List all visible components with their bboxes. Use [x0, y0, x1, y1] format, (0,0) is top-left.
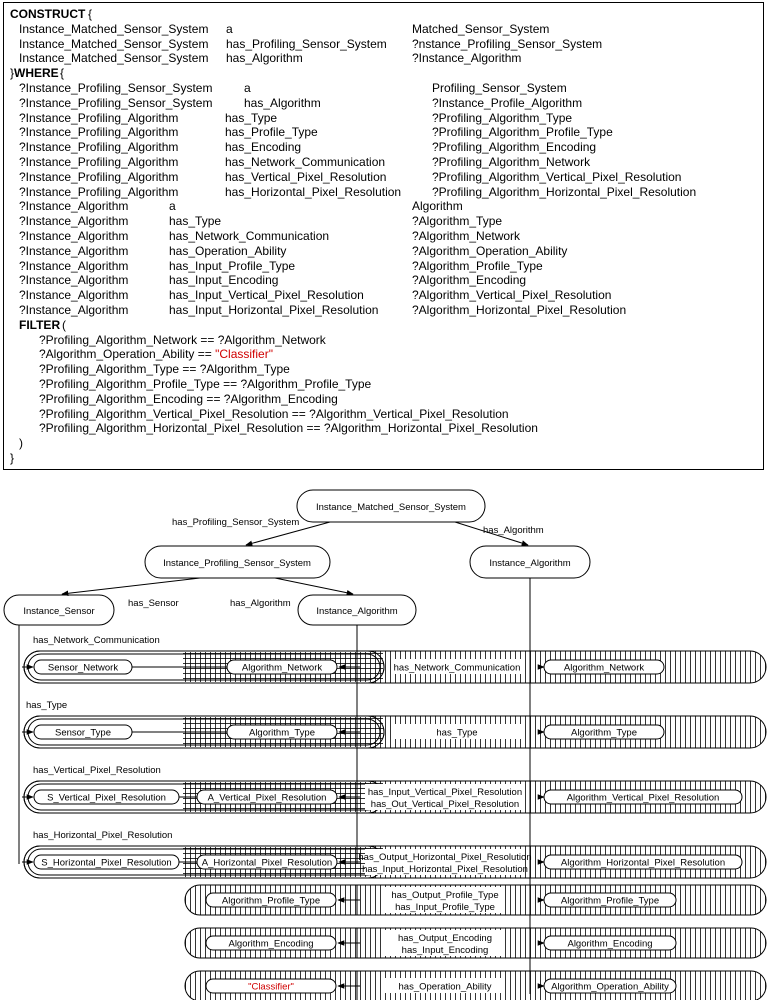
keyword-filter: FILTER — [19, 317, 61, 332]
where-triple — [4, 303, 765, 318]
triple-object: ?Profiling_Algorithm_Vertical_Pixel_Resolution — [432, 169, 682, 184]
triple-object: Matched_Sensor_System — [412, 21, 550, 36]
triple-subject: ?Instance_Algorithm — [19, 288, 129, 303]
triple-predicate: has_Profile_Type — [225, 125, 318, 140]
triple-object: ?Instance_Profile_Algorithm — [432, 95, 583, 110]
triple-subject: Instance_Matched_Sensor_System — [19, 51, 209, 66]
filter-condition — [4, 333, 765, 348]
edge-label: has_Output_Profile_Type — [391, 890, 499, 901]
edge-label: has_Operation_Ability — [398, 981, 492, 993]
sparql-query-panel — [3, 2, 764, 470]
triple-predicate: has_Input_Horizontal_Pixel_Resolution — [169, 303, 379, 317]
triple-predicate: has_Vertical_Pixel_Resolution — [225, 169, 387, 184]
filter-classifier-literal: "Classifier" — [215, 347, 273, 362]
where-triple — [4, 111, 765, 126]
group-label: has_Type — [26, 700, 68, 711]
right-value-label: Algorithm_Horizontal_Pixel_Resolution — [560, 857, 726, 869]
right-value-label: Algorithm_Network — [563, 662, 645, 674]
triple-subject: ?Instance_Algorithm — [19, 258, 129, 273]
triple-predicate: has_Input_Encoding — [169, 273, 279, 288]
filter-expression: ?Profiling_Algorithm_Horizontal_Pixel_Resolution == ?Algorithm_Horizontal_Pixel_Resolution — [39, 421, 538, 436]
triple-object: ?Profiling_Algorithm_Encoding — [432, 140, 597, 155]
triple-subject: ?Instance_Algorithm — [19, 243, 129, 258]
edge-label-has-algorithm-top: has_Algorithm — [483, 525, 544, 536]
triple-subject: ?Instance_Algorithm — [19, 199, 129, 214]
node-algorithm-left-label: Instance_Algorithm — [316, 606, 398, 617]
triple-subject: ?Instance_Profiling_Sensor_System — [19, 95, 213, 110]
keyword-where: WHERE — [14, 66, 59, 81]
paren-close: ) — [19, 436, 23, 451]
triple-subject: ?Instance_Algorithm — [19, 273, 129, 288]
query-footer — [4, 451, 765, 466]
triple-predicate: a — [169, 199, 176, 214]
triple-predicate: has_Input_Profile_Type — [169, 258, 296, 273]
triple-object: ?Algorithm_Type — [412, 214, 503, 229]
triple-subject: ?Instance_Profiling_Algorithm — [19, 155, 179, 169]
filter-condition — [4, 392, 765, 407]
edge-label: has_Out_Vertical_Pixel_Resolution — [370, 799, 520, 810]
group-label: has_Horizontal_Pixel_Resolution — [33, 830, 173, 841]
filter-condition — [4, 421, 765, 436]
triple-subject: ?Instance_Profiling_Algorithm — [19, 125, 179, 140]
where-triple — [4, 155, 765, 170]
algorithm-value-label: Algorithm_Profile_Type — [221, 895, 321, 907]
construct-triple — [4, 37, 765, 52]
triple-object: ?Instance_Algorithm — [412, 51, 522, 66]
where-triple — [4, 273, 765, 288]
triple-object: ?Algorithm_Operation_Ability — [412, 243, 568, 258]
triple-subject: ?Instance_Algorithm — [19, 214, 129, 229]
edge-label: has_Type — [436, 727, 478, 739]
paren-open: ( — [62, 317, 66, 332]
filter-condition — [4, 347, 765, 362]
triple-object: ?Algorithm_Profile_Type — [412, 258, 543, 273]
triple-object: ?Profiling_Algorithm_Profile_Type — [432, 125, 613, 140]
filter-expression: ?Profiling_Algorithm_Network == ?Algorithm_Network — [39, 332, 326, 347]
algorithm-value-label: A_Horizontal_Pixel_Resolution — [201, 857, 333, 869]
filter-condition — [4, 362, 765, 377]
triple-predicate: has_Network_Communication — [225, 155, 386, 169]
filter-condition — [4, 377, 765, 392]
node-algorithm-right-label: Instance_Algorithm — [489, 558, 571, 569]
triple-object: ?Profiling_Algorithm_Network — [432, 155, 591, 169]
sensor-value-label: Sensor_Network — [47, 662, 119, 674]
triple-predicate: has_Type — [169, 214, 222, 229]
triple-object: ?Profiling_Algorithm_Type — [432, 110, 573, 125]
edge-label: has_Output_Horizontal_Pixel_Resolution — [358, 852, 532, 863]
filter-expression: ?Profiling_Algorithm_Vertical_Pixel_Resolution == ?Algorithm_Vertical_Pixel_Resolution — [39, 406, 509, 421]
where-triple — [4, 259, 765, 274]
sensor-value-label: S_Vertical_Pixel_Resolution — [47, 792, 166, 804]
triple-object: ?Algorithm_Horizontal_Pixel_Resolution — [412, 303, 627, 317]
triple-object: ?Algorithm_Network — [412, 229, 521, 243]
where-triple — [4, 185, 765, 200]
triple-subject: ?Instance_Profiling_Sensor_System — [19, 81, 213, 95]
right-value-label: Algorithm_Encoding — [567, 938, 653, 950]
where-triple — [4, 81, 765, 96]
filter-expression: ?Algorithm_Operation_Ability == — [39, 347, 216, 362]
node-profiling-sensor-system-label: Instance_Profiling_Sensor_System — [163, 558, 311, 569]
triple-predicate: has_Type — [225, 110, 278, 125]
sensor-value-label: S_Horizontal_Pixel_Resolution — [41, 857, 172, 869]
construct-triple — [4, 51, 765, 66]
triple-predicate: a — [244, 81, 251, 95]
triple-object: Algorithm — [412, 199, 463, 214]
where-triple — [4, 214, 765, 229]
right-value-label: Algorithm_Profile_Type — [560, 895, 660, 907]
brace-close: } — [10, 66, 15, 81]
filter-classifier-wrapper — [39, 347, 273, 362]
algorithm-value-label: Algorithm_Type — [248, 727, 316, 739]
brace-open: { — [88, 7, 93, 21]
triple-predicate: has_Horizontal_Pixel_Resolution — [225, 184, 402, 199]
triple-subject: ?Instance_Profiling_Algorithm — [19, 169, 179, 184]
edge-has-sensor — [62, 578, 200, 594]
algorithm-value-label: A_Vertical_Pixel_Resolution — [207, 792, 327, 804]
node-matched-sensor-system-label: Instance_Matched_Sensor_System — [316, 502, 466, 513]
triple-predicate: has_Network_Communication — [169, 229, 330, 243]
triple-subject: Instance_Matched_Sensor_System — [19, 36, 209, 51]
triple-predicate: has_Algorithm — [244, 95, 321, 110]
where-triple — [4, 288, 765, 303]
triple-predicate: has_Input_Vertical_Pixel_Resolution — [169, 288, 364, 303]
where-triple — [4, 244, 765, 259]
where-triple — [4, 96, 765, 111]
brace-close: } — [10, 451, 15, 465]
filter-footer — [4, 436, 765, 451]
where-header — [4, 66, 765, 81]
triple-object: ?Algorithm_Vertical_Pixel_Resolution — [412, 288, 612, 303]
keyword-construct: CONSTRUCT — [10, 7, 86, 21]
edge-label: has_Input_Encoding — [401, 945, 489, 956]
classifier-value-label: "Classifier" — [248, 981, 294, 993]
where-triple — [4, 229, 765, 244]
where-triple — [4, 170, 765, 185]
right-value-label: Algorithm_Type — [570, 727, 638, 739]
node-sensor-label: Instance_Sensor — [23, 606, 95, 617]
edge-label-has-algorithm-left: has_Algorithm — [230, 598, 291, 609]
edge-label-has-profiling-sensor-system: has_Profiling_Sensor_System — [172, 517, 300, 528]
filter-expression: ?Profiling_Algorithm_Encoding == ?Algorithm_Encoding — [39, 391, 338, 406]
triple-predicate: a — [226, 21, 233, 36]
construct-triple — [4, 22, 765, 37]
triple-subject: ?Instance_Profiling_Algorithm — [19, 110, 179, 125]
edge-has-algorithm-left — [275, 578, 353, 594]
triple-object: ?Algorithm_Encoding — [412, 273, 527, 288]
triple-predicate: has_Algorithm — [226, 51, 303, 66]
triple-object: ?Profiling_Algorithm_Horizontal_Pixel_Resolution — [432, 184, 697, 199]
rdf-graph-diagram — [0, 478, 769, 1000]
triple-subject: ?Instance_Profiling_Algorithm — [19, 140, 179, 155]
edge-label: has_Input_Horizontal_Pixel_Resolution — [362, 864, 528, 875]
brace-open: { — [60, 66, 65, 81]
construct-header — [4, 7, 765, 22]
edge-label: has_Network_Communication — [393, 662, 521, 674]
edge-label: has_Output_Encoding — [397, 933, 493, 944]
sensor-value-label: Sensor_Type — [55, 727, 111, 739]
triple-subject: Instance_Matched_Sensor_System — [19, 21, 209, 36]
where-triple — [4, 140, 765, 155]
group-label: has_Vertical_Pixel_Resolution — [33, 765, 161, 776]
edge-label-has-sensor: has_Sensor — [128, 598, 179, 609]
where-triple — [4, 125, 765, 140]
triple-predicate: has_Profiling_Sensor_System — [226, 36, 387, 51]
triple-object: ?nstance_Profiling_Sensor_System — [412, 36, 603, 51]
right-value-label: Algorithm_Operation_Ability — [551, 981, 669, 993]
triple-object: Profiling_Sensor_System — [432, 81, 567, 95]
group-label: has_Network_Communication — [33, 635, 160, 646]
triple-subject: ?Instance_Algorithm — [19, 229, 129, 243]
filter-expression: ?Profiling_Algorithm_Profile_Type == ?Algorithm_Profile_Type — [39, 377, 372, 391]
algorithm-value-label: Algorithm_Network — [241, 662, 323, 674]
triple-subject: ?Instance_Algorithm — [19, 303, 129, 317]
edge-label: has_Input_Vertical_Pixel_Resolution — [367, 787, 523, 798]
algorithm-value-label: Algorithm_Encoding — [228, 938, 314, 950]
right-value-label: Algorithm_Vertical_Pixel_Resolution — [566, 792, 720, 804]
triple-predicate: has_Encoding — [225, 140, 302, 155]
where-triple — [4, 199, 765, 214]
filter-condition — [4, 407, 765, 422]
triple-predicate: has_Operation_Ability — [169, 243, 287, 258]
triple-subject: ?Instance_Profiling_Algorithm — [19, 184, 179, 199]
edge-label: has_Input_Profile_Type — [395, 902, 495, 913]
filter-expression: ?Profiling_Algorithm_Type == ?Algorithm_Type — [39, 362, 290, 377]
filter-header — [4, 318, 765, 333]
